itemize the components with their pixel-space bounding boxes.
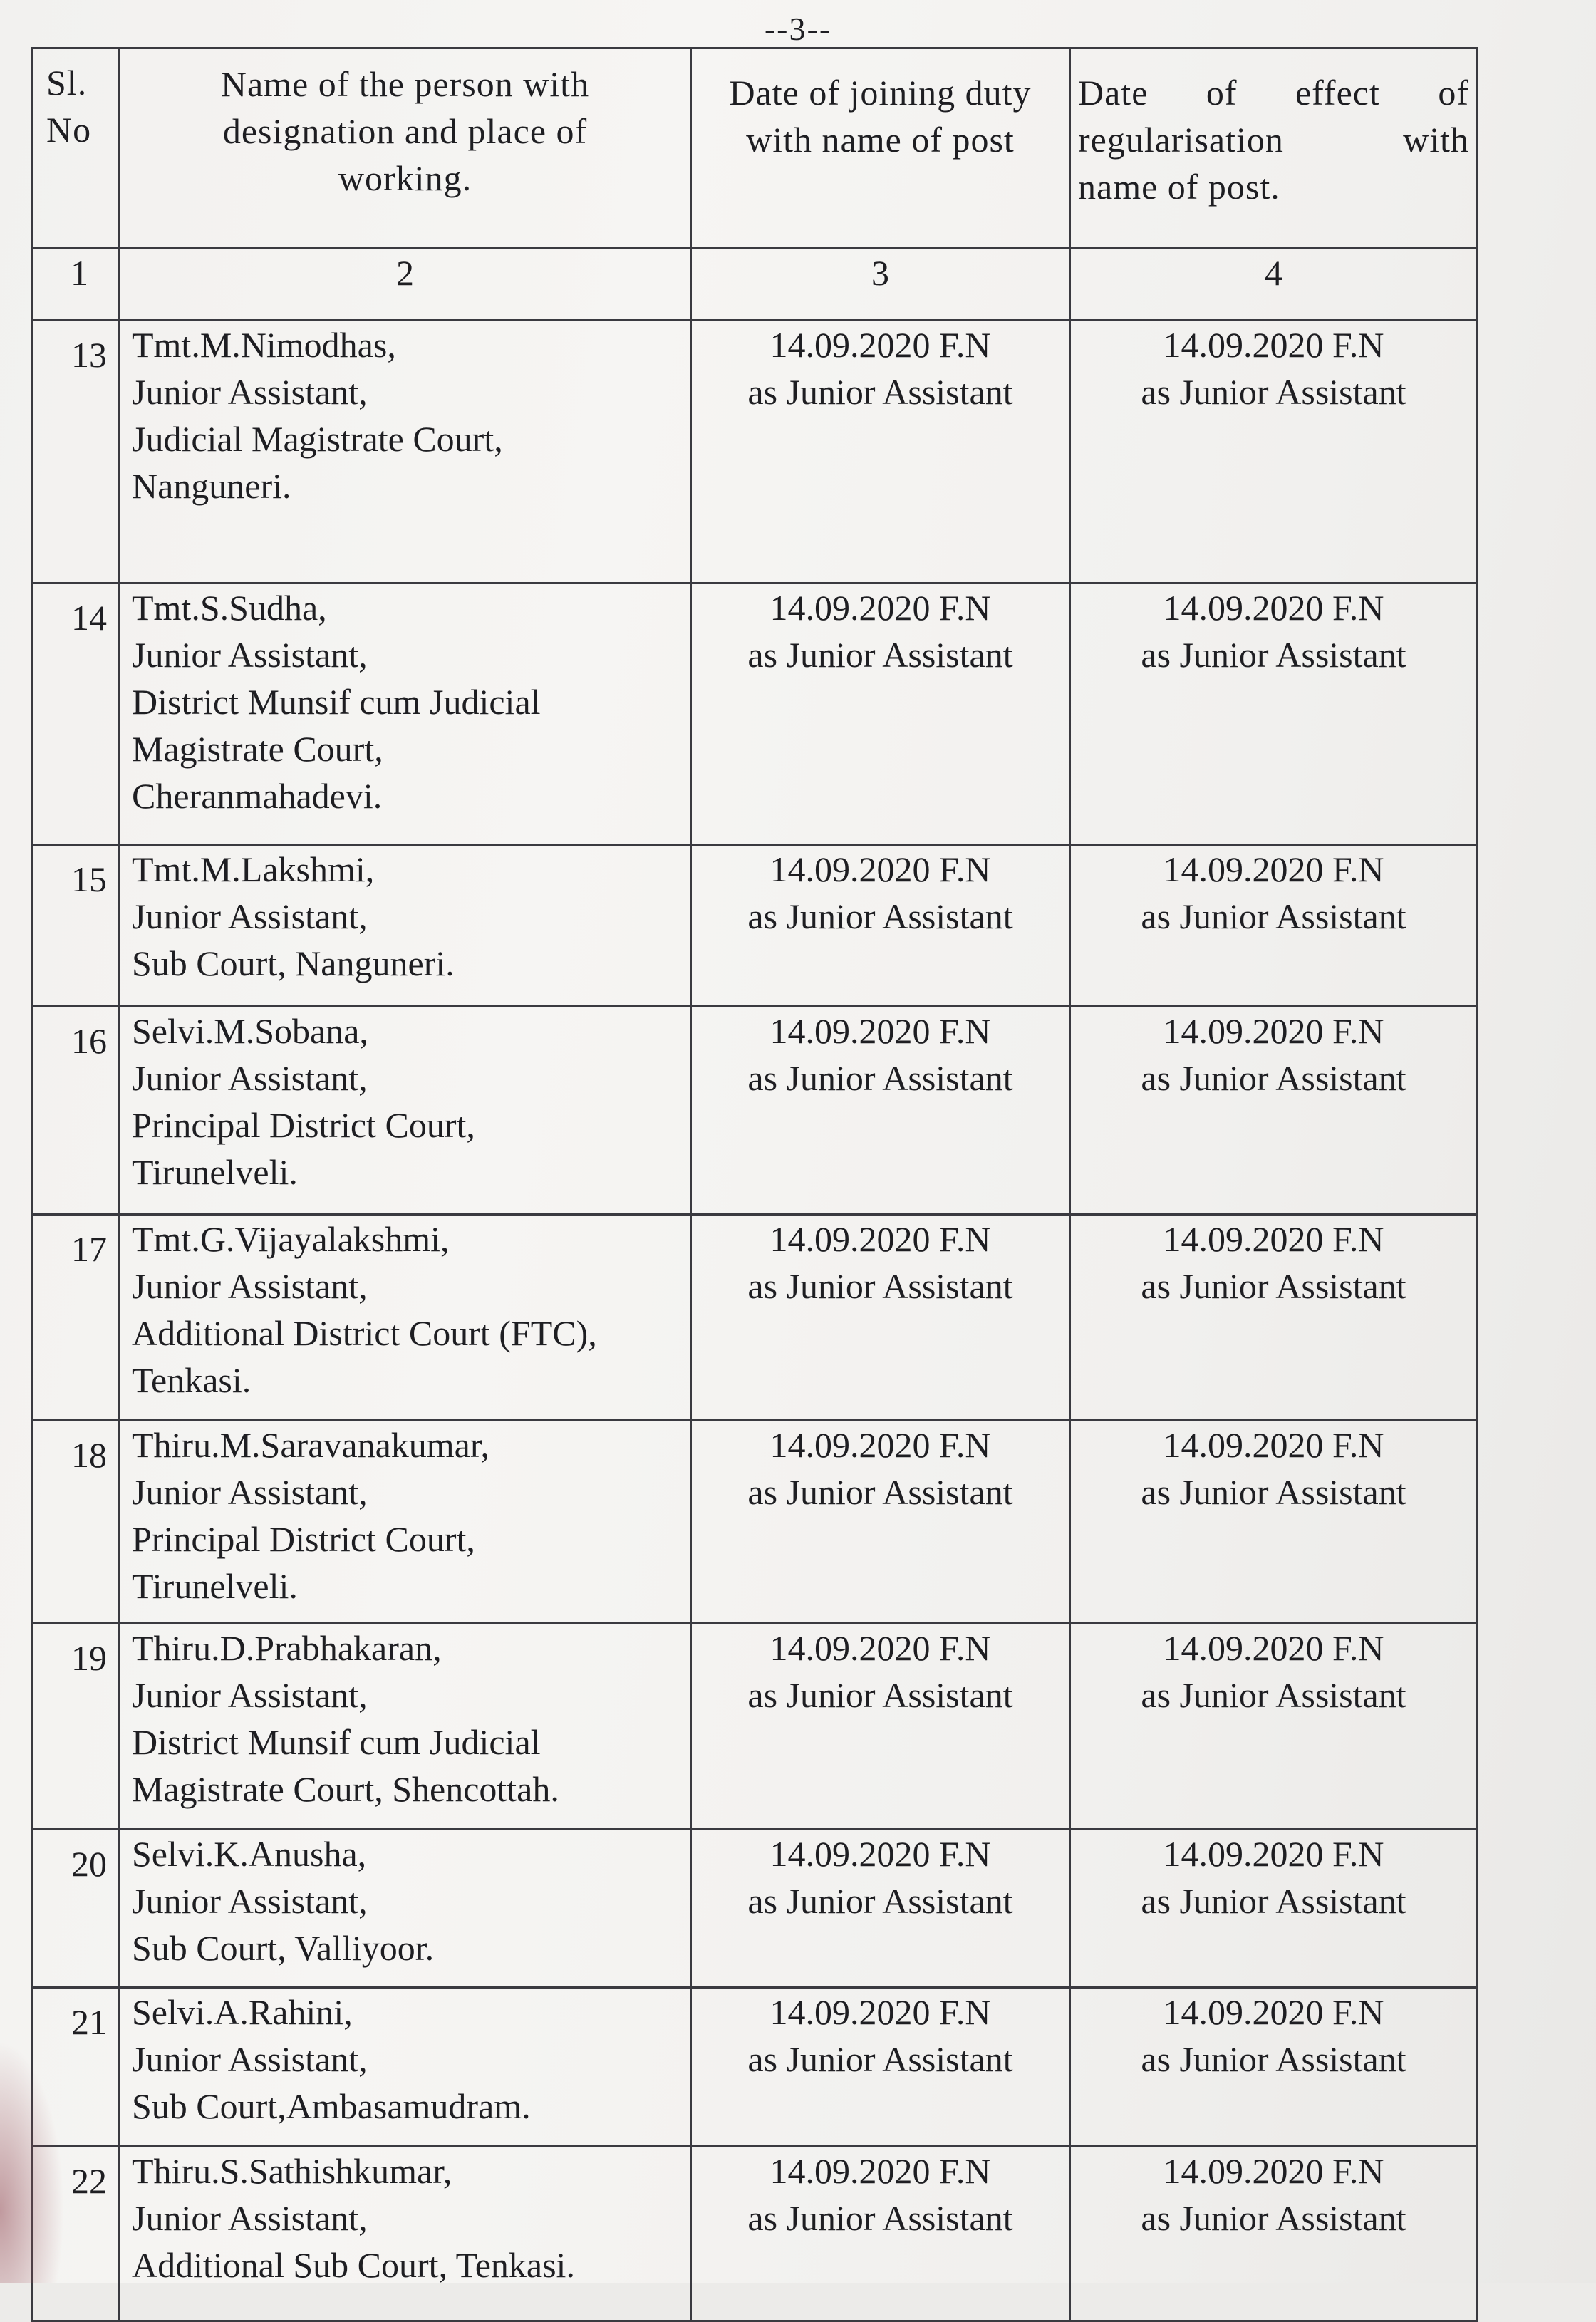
joining-date: 14.09.2020 F.N as Junior Assistant bbox=[691, 1624, 1070, 1830]
table-row bbox=[33, 1624, 1478, 1830]
header-date-of-effect: Date of effect of regularisation with name of post. bbox=[1070, 48, 1478, 249]
sl-no: 15 bbox=[33, 845, 120, 1007]
regularisation-date: 14.09.2020 F.N as Junior Assistant bbox=[1070, 1624, 1478, 1830]
person-details: Selvi.A.Rahini, Junior Assistant, Sub Court,Ambasamudram. bbox=[120, 1988, 691, 2147]
regularisation-table bbox=[31, 47, 1478, 2322]
table-row bbox=[33, 1215, 1478, 1421]
header-date-of-joining: Date of joining duty with name of post bbox=[691, 48, 1070, 249]
person-details: Tmt.M.Lakshmi, Junior Assistant, Sub Court, Nanguneri. bbox=[120, 845, 691, 1007]
table-row bbox=[33, 1421, 1478, 1624]
joining-date: 14.09.2020 F.N as Junior Assistant bbox=[691, 1215, 1070, 1421]
sl-no: 14 bbox=[33, 584, 120, 845]
table-row bbox=[33, 845, 1478, 1007]
regularisation-date: 14.09.2020 F.N as Junior Assistant bbox=[1070, 1421, 1478, 1624]
joining-date: 14.09.2020 F.N as Junior Assistant bbox=[691, 1007, 1070, 1215]
sl-no: 20 bbox=[33, 1830, 120, 1988]
table-row bbox=[33, 1830, 1478, 1988]
table-row bbox=[33, 1007, 1478, 1215]
person-details: Tmt.S.Sudha, Junior Assistant, District Munsif cum Judicial Magistrate Court, Cheranmahadevi. bbox=[120, 584, 691, 845]
sl-no: 16 bbox=[33, 1007, 120, 1215]
column-number: 2 bbox=[120, 249, 691, 321]
joining-date: 14.09.2020 F.N as Junior Assistant bbox=[691, 1421, 1070, 1624]
regularisation-date: 14.09.2020 F.N as Junior Assistant bbox=[1070, 1830, 1478, 1988]
person-details: Thiru.M.Saravanakumar, Junior Assistant, Principal District Court, Tirunelveli. bbox=[120, 1421, 691, 1624]
joining-date: 14.09.2020 F.N as Junior Assistant bbox=[691, 2147, 1070, 2321]
regularisation-date: 14.09.2020 F.N as Junior Assistant bbox=[1070, 1007, 1478, 1215]
column-number: 1 bbox=[33, 249, 120, 321]
person-details: Tmt.G.Vijayalakshmi, Junior Assistant, Additional District Court (FTC), Tenkasi. bbox=[120, 1215, 691, 1421]
regularisation-date: 14.09.2020 F.N as Junior Assistant bbox=[1070, 1988, 1478, 2147]
joining-date: 14.09.2020 F.N as Junior Assistant bbox=[691, 584, 1070, 845]
header-sl-no: Sl. No bbox=[33, 48, 120, 249]
header-person: Name of the person with designation and place of working. bbox=[120, 48, 691, 249]
joining-date: 14.09.2020 F.N as Junior Assistant bbox=[691, 1830, 1070, 1988]
table-header-row bbox=[33, 48, 1478, 249]
joining-date: 14.09.2020 F.N as Junior Assistant bbox=[691, 1988, 1070, 2147]
regularisation-date: 14.09.2020 F.N as Junior Assistant bbox=[1070, 1215, 1478, 1421]
person-details: Thiru.S.Sathishkumar, Junior Assistant, Additional Sub Court, Tenkasi. bbox=[120, 2147, 691, 2321]
table-row bbox=[33, 584, 1478, 845]
sl-no: 13 bbox=[33, 321, 120, 584]
sl-no: 19 bbox=[33, 1624, 120, 1830]
regularisation-date: 14.09.2020 F.N as Junior Assistant bbox=[1070, 2147, 1478, 2321]
person-details: Tmt.M.Nimodhas, Junior Assistant, Judicial Magistrate Court, Nanguneri. bbox=[120, 321, 691, 584]
table-row bbox=[33, 321, 1478, 584]
table-row bbox=[33, 2147, 1478, 2321]
sl-no: 17 bbox=[33, 1215, 120, 1421]
column-number-row bbox=[33, 249, 1478, 321]
finger-shadow bbox=[0, 2041, 64, 2283]
regularisation-date: 14.09.2020 F.N as Junior Assistant bbox=[1070, 584, 1478, 845]
sl-no: 21 bbox=[33, 1988, 120, 2147]
joining-date: 14.09.2020 F.N as Junior Assistant bbox=[691, 845, 1070, 1007]
person-details: Thiru.D.Prabhakaran, Junior Assistant, District Munsif cum Judicial Magistrate Court, Shencottah. bbox=[120, 1624, 691, 1830]
page-number: --3-- bbox=[764, 11, 832, 47]
column-number: 3 bbox=[691, 249, 1070, 321]
person-details: Selvi.K.Anusha, Junior Assistant, Sub Court, Valliyoor. bbox=[120, 1830, 691, 1988]
regularisation-date: 14.09.2020 F.N as Junior Assistant bbox=[1070, 845, 1478, 1007]
sl-no: 18 bbox=[33, 1421, 120, 1624]
column-number: 4 bbox=[1070, 249, 1478, 321]
sl-no: 22 bbox=[33, 2147, 120, 2321]
regularisation-date: 14.09.2020 F.N as Junior Assistant bbox=[1070, 321, 1478, 584]
person-details: Selvi.M.Sobana, Junior Assistant, Principal District Court, Tirunelveli. bbox=[120, 1007, 691, 1215]
joining-date: 14.09.2020 F.N as Junior Assistant bbox=[691, 321, 1070, 584]
table-row bbox=[33, 1988, 1478, 2147]
